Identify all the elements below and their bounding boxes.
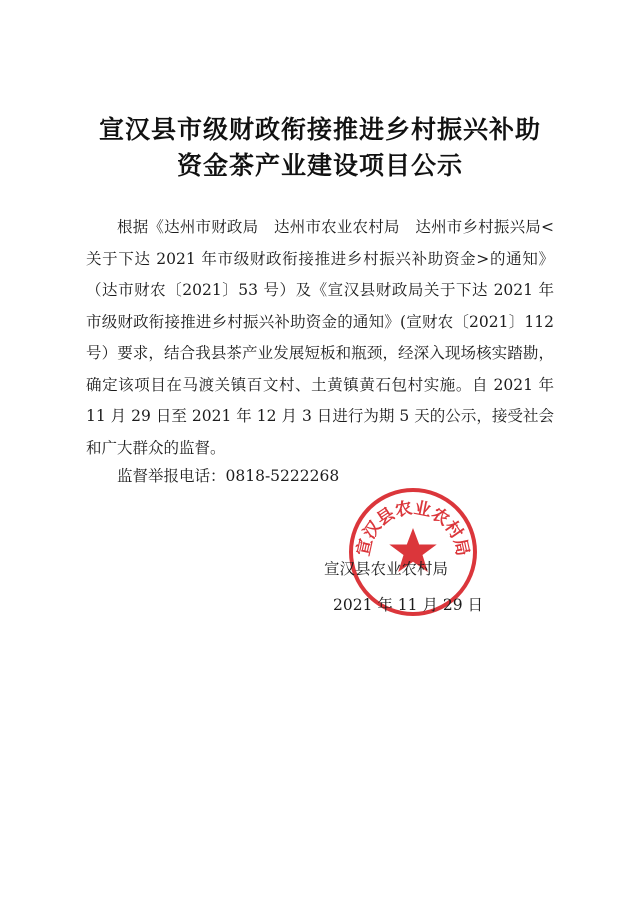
title-line-1: 宣汉县市级财政衔接推进乡村振兴补助 bbox=[98, 115, 541, 144]
document-title bbox=[0, 112, 640, 184]
hotline-text: 监督举报电话：0818-5222268 bbox=[117, 467, 340, 485]
signer-name: 宣汉县农业农村局 bbox=[324, 560, 449, 578]
title-line-2: 资金茶产业建设项目公示 bbox=[176, 151, 463, 180]
seal-text: 宣汉县农业农村局 bbox=[353, 498, 473, 558]
document-body bbox=[86, 212, 554, 464]
signature-date: 2021 年 11 月 29 日 bbox=[333, 596, 484, 614]
body-paragraph: 根据《达州市财政局 达州市农业农村局 达州市乡村振兴局<关于下达 2021 年市级财政衔接推进乡村振兴补助资金>的通知》（达市财农〔2021〕53 号）及《宣汉县财政局关于下达 2021 年市级财政衔接推进乡村振兴补助资金的通知》(宣财农〔2021〕112 号）要求，结合我县茶产业发展短板和瓶颈，经深入现场核实踏勘，确定该项目在马渡关镇百文村、土黄镇黄石包村实施。自 2021 年 11 月 29 日至 2021 年 12 月 3 日进行为期 5 天的公示，接受社会和广大群众的监督。 bbox=[86, 218, 554, 457]
